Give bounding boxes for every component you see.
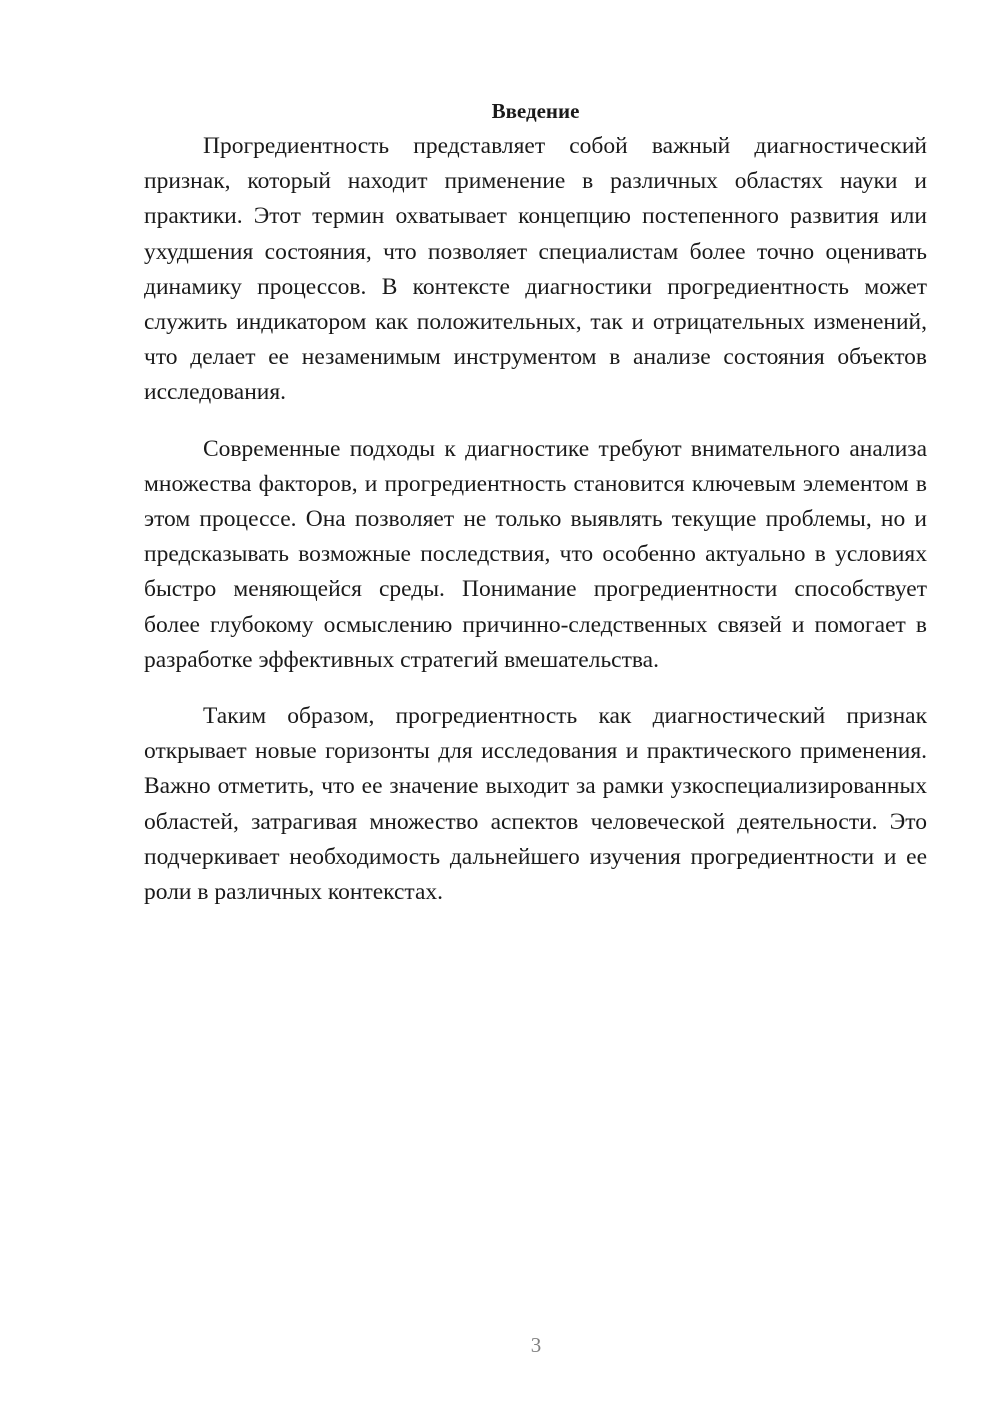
page-content	[144, 93, 927, 910]
paragraph-1: Прогредиентность представляет собой важный диагностический признак, который находит применение в различных областях науки и практики. Этот термин охватывает концепцию постепенного развития или ухудшения состояния, что позволяет специалистам более точно оценивать динамику процессов. В контексте диагностики прогредиентность может служить индикатором как положительных, так и отрицательных изменений, что делает ее незаменимым инструментом в анализе состояния объектов исследования.	[144, 133, 927, 406]
page-number: 3	[530, 1333, 542, 1357]
paragraph-3: Таким образом, прогредиентность как диагностический признак открывает новые горизонты для исследования и практического применения. Важно отметить, что ее значение выходит за рамки узкоспециализированных областей, затрагивая множество аспектов человеческой деятельности. Это подчеркивает необходимость дальнейшего изучения прогредиентности и ее роли в различных контекстах.	[144, 703, 927, 906]
paragraph-2: Современные подходы к диагностике требуют внимательного анализа множества факторов, и прогредиентность становится ключевым элементом в этом процессе. Она позволяет не только выявлять текущие проблемы, но и предсказывать возможные последствия, что особенно актуально в условиях быстро меняющейся среды. Понимание прогредиентности способствует более глубокому осмыслению причинно-следственных связей и помогает в разработке эффективных стратегий вмешательства.	[144, 435, 927, 673]
section-heading: Введение	[491, 99, 580, 123]
